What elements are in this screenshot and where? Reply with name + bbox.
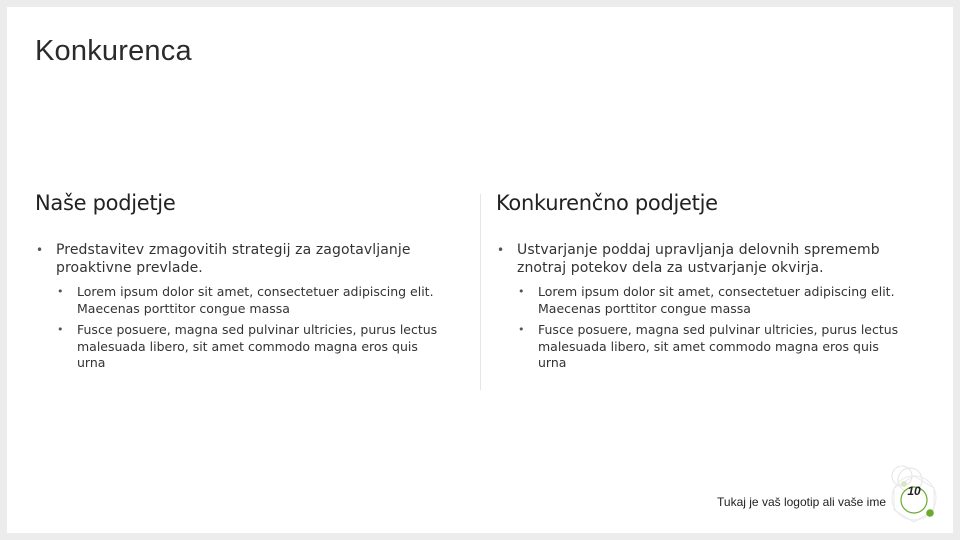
list-item [489,241,909,277]
bullet-text: Predstavitev zmagovitih strategij za zagotavljanje proaktivne prevlade. [56,242,411,276]
sub-bullet-text: Lorem ipsum dolor sit amet, consectetuer adipiscing elit. Maecenas porttitor congue massa [77,284,434,316]
bullet-icon: • [57,285,64,298]
list-item [28,241,448,277]
bullet-icon: • [518,285,525,298]
sub-list [28,284,448,372]
right-column-heading: Konkurenčno podjetje [496,191,718,215]
bullet-icon: • [497,243,505,257]
slide-title: Konkurenca [35,35,192,67]
bullet-icon: • [36,243,44,257]
sub-list [489,284,909,372]
slide [7,7,953,533]
sub-bullet-text: Fusce posuere, magna sed pulvinar ultricies, purus lectus malesuada libero, sit amet commodo magna eros quis urna [77,322,438,370]
sub-list-item [489,284,909,317]
bullet-icon: • [57,323,64,336]
bullet-icon: • [518,323,525,336]
sub-list-item [489,322,909,372]
sub-bullet-text: Fusce posuere, magna sed pulvinar ultricies, purus lectus malesuada libero, sit amet commodo magna eros quis urna [538,322,899,370]
page-number: 10 [907,484,921,498]
left-column-heading: Naše podjetje [35,191,176,215]
footer-logo-text: Tukaj je vaš logotip ali vaše ime [717,495,886,509]
sub-bullet-text: Lorem ipsum dolor sit amet, consectetuer adipiscing elit. Maecenas porttitor congue massa [538,284,895,316]
right-bullet-list [489,241,909,377]
left-bullet-list [28,241,448,377]
sub-list-item [28,284,448,317]
bullet-text: Ustvarjanje poddaj upravljanja delovnih sprememb znotraj potekov dela za ustvarjanje okvirja. [517,242,880,276]
column-divider [480,194,481,390]
sub-list-item [28,322,448,372]
